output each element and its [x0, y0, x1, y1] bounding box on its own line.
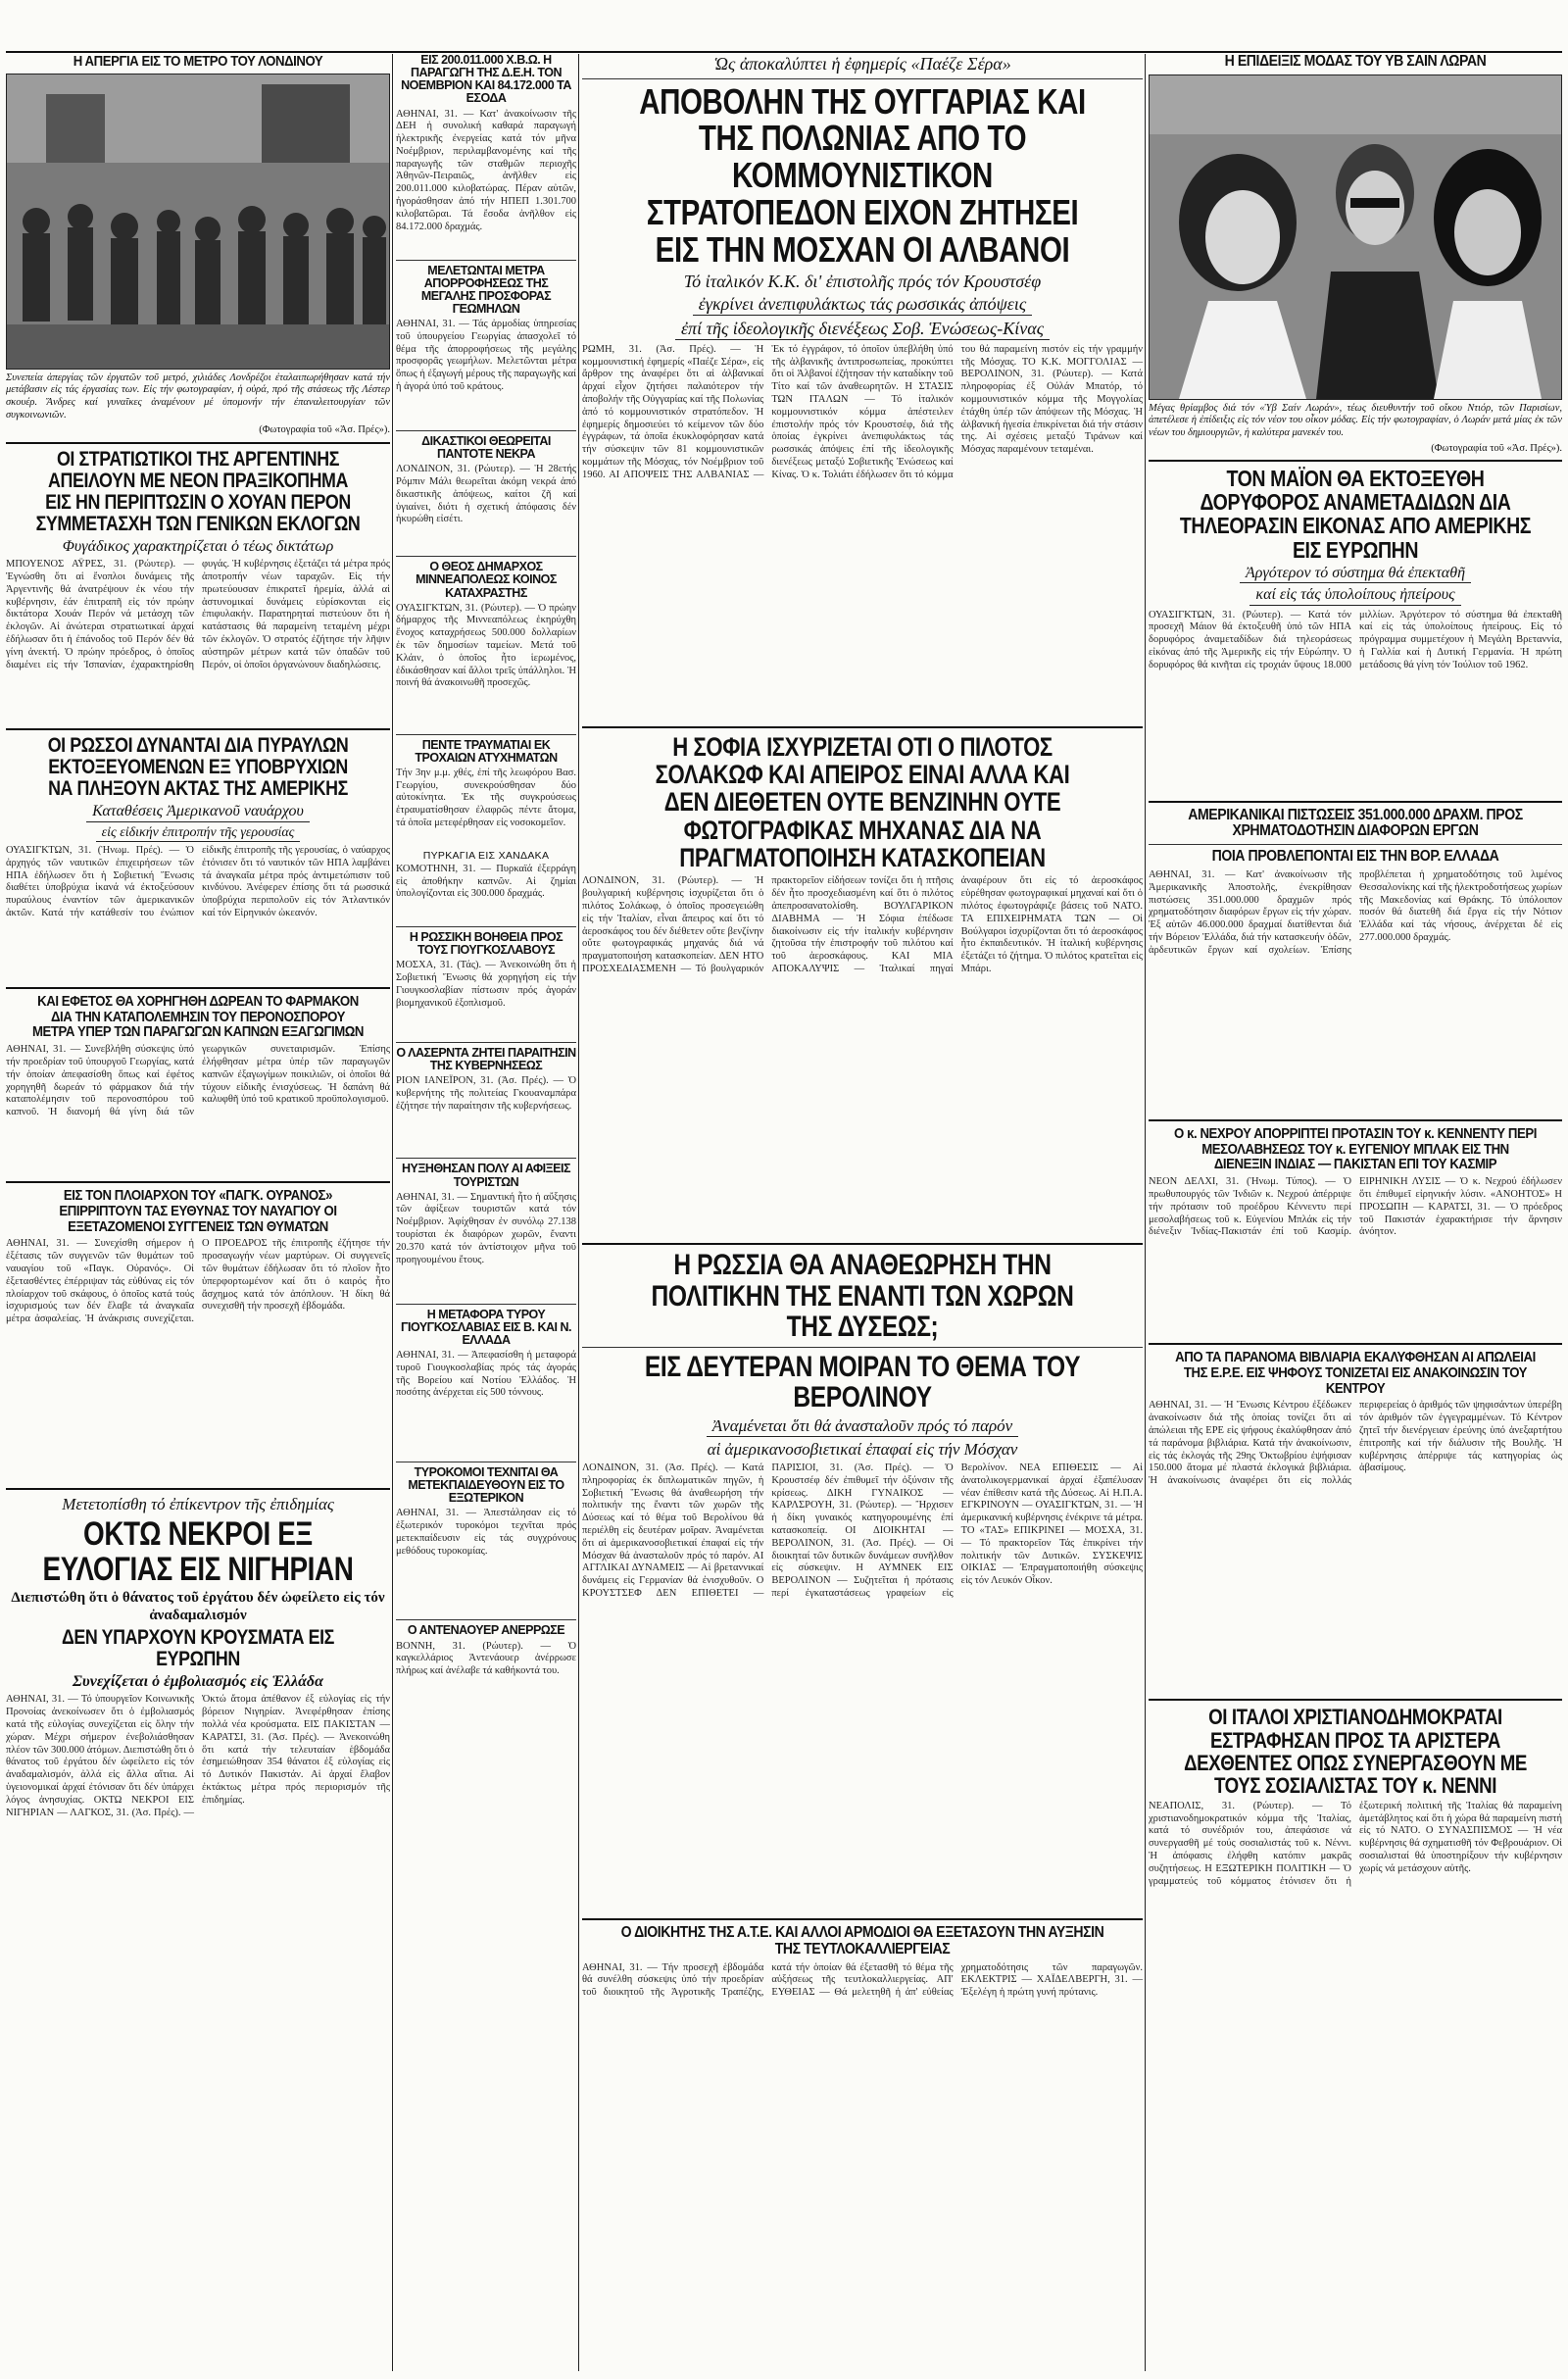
photo-london-queue: [6, 74, 390, 370]
crowd-photo-image: [7, 74, 390, 369]
article-body-cheesemakers: ΑΘΗΝΑΙ, 31. — Ἀπεστάλησαν εἰς τό ἐξωτερικόν τυροκόμοι τεχνῖται πρός μετεκπαίδευσιν εἰς τάς συγχρόνους μεθόδους τυροκομίας.: [396, 1508, 576, 1557]
headline-russian-missiles: ΟΙ ΡΩΣΣΟΙ ΔΥΝΑΝΤΑΙ ΔΙΑ ΠΥΡΑΥΛΩΝ ΕΚΤΟΞΕΥΟΜΕΝΩΝ ΕΞ ΥΠΟΒΡΥΧΙΩΝ ΝΑ ΠΛΗΞΟΥΝ ΑΚΤΑΣ ΤΗΣ ΑΜΕΡΙΚΗΣ: [47, 734, 349, 801]
article-body-missiles: ΟΥΑΣΙΓΚΤΩΝ, 31. (Ἡνωμ. Πρές). — Ὁ ἀρχηγός τῶν ναυτικῶν ἐπιχειρήσεων τῶν ΗΠΑ ἐδήλωσεν ὅτι ἡ Σοβιετική Ἕνωσις διαθέτει ὑποβρύχια ἱκανά νά ἐκτοξεύσουν πυραύλους ἐναντίον τῶν ἀμερικανικῶν ἀκτῶν. Κατά τήν κατάθεσίν του ἐνώπιον εἰδικῆς ἐπιτροπῆς τῆς γερουσίας, ὁ ναύαρχος ἐτόνισεν ὅτι τό ναυτικόν τῶν ΗΠΑ λαμβάνει τά ἀναγκαῖα μέτρα πρός ἀντιμετώπισιν τοῦ κινδύνου. Ἀνέφερεν ἐπίσης ὅτι τά ρωσσικά ὑποβρύχια περιπολοῦν εἰς τόν Ἀτλαντικόν καί τόν Εἰρηνικόν ὠκεανόν.: [6, 844, 390, 918]
kicker-smallpox: Μετετοπίσθη τό ἐπίκεντρον τῆς ἐπιδημίας: [62, 1495, 334, 1514]
column-3: [582, 54, 1143, 2371]
article-body-russian-aid: ΜΟΣΧΑ, 31. (Τάς). — Ἀνεκοινώθη ὅτι ἡ Σοβιετική Ἕνωσις θά χορηγήση εἰς τήν Γιουγκοσλαβίαν πίστωσιν πρός ἀγοράν βιομηχανικοῦ ἐξοπλισμοῦ.: [396, 960, 576, 1009]
article-body-dei: ΑΘΗΝΑΙ, 31. — Κατ' ἀνακοίνωσιν τῆς ΔΕΗ ἡ συνολική καθαρά παραγωγή ἠλεκτρικῆς ἐνεργείας κατά τόν μῆνα Νοέμβριον, περιλαμβανομένης καί τῆς παραγωγῆς τῶν σταθμῶν περιοχῆς Ἀθηνῶν-Πειραιῶς, ἀνῆλθεν εἰς 200.011.000 κιλοβατώρας. Πέραν αὐτῶν, ἠγοράσθησαν ἀπό τήν ΗΠΕΠ 1.301.700 κιλοβατῶραι. Τά ἔσοδα ἀνῆλθον εἰς 84.172.000 δραχμάς.: [396, 108, 576, 232]
headline-cheesemakers: ΤΥΡΟΚΟΜΟΙ ΤΕΧΝΙΤΑΙ ΘΑ ΜΕΤΕΚΠΑΙΔΕΥΘΟΥΝ ΕΙΣ ΤΟ ΕΞΩΤΕΡΙΚΟΝ: [408, 1465, 564, 1506]
headline-albanians: ΑΠΟΒΟΛΗΝ ΤΗΣ ΟΥΓΓΑΡΙΑΣ ΚΑΙ ΤΗΣ ΠΟΛΩΝΙΑΣ ΑΠΟ ΤΟ ΚΟΜΜΟΥΝΙΣΤΙΚΟΝ ΣΤΡΑΤΟΠΕΔΟΝ ΕΙΧΟΝ ΖΗΤΗΣΕΙ ΕΙΣ ΤΗΝ ΜΟΣΧΑΝ ΟΙ ΑΛΒΑΝΟΙ: [639, 80, 1086, 270]
headline-russian-aid: Η ΡΩΣΣΙΚΗ ΒΟΗΘΕΙΑ ΠΡΟΣ ΤΟΥΣ ΓΙΟΥΓΚΟΣΛΑΒΟΥΣ: [409, 929, 564, 957]
article-body-potatoes: ΑΘΗΝΑΙ, 31. — Τάς ἀρμοδίας ὑπηρεσίας τοῦ ὑπουργείου Γεωργίας ἀπασχολεῖ τό θέμα τῆς ἀπορροφήσεως τῆς μεγάλης προσφορᾶς γεωμήλων. Μελετῶνται μέτρα ὅπως ἡ ἐξαγωγή μέρους τῆς παραγωγῆς καί ἡ ἀγορά ὑπό τοῦ κράτους.: [396, 319, 576, 392]
headline-italian-christian-democrats: ΟΙ ΙΤΑΛΟΙ ΧΡΙΣΤΙΑΝΟΔΗΜΟΚΡΑΤΑΙ ΕΣΤΡΑΦΗΣΑΝ ΠΡΟΣ ΤΑ ΑΡΙΣΤΕΡΑ ΔΕΧΘΕΝΤΕΣ ΟΠΩΣ ΣΥΝΕΡΓΑΣΘΟΥΝ ΜΕ ΤΟΥΣ ΣΟΣΙΑΛΙΣΤΑΣ ΤΟΥ κ. ΝΕΝΝΙ: [1184, 1705, 1527, 1798]
headline-solakov: Η ΣΟΦΙΑ ΙΣΧΥΡΙΖΕΤΑΙ ΟΤΙ Ο ΠΙΛΟΤΟΣ ΣΟΛΑΚΩΦ ΚΑΙ ΑΠΕΙΡΟΣ ΕΙΝΑΙ ΑΛΛΑ ΚΑΙ ΔΕΝ ΔΙΕΘΕΤΕΝ ΟΥΤΕ ΒΕΝΖΙΝΗΝ ΟΥΤΕ ΦΩΤΟΓΡΑΦΙΚΑΣ ΜΗΧΑΝΑΣ ΔΙΑ ΝΑ ΠΡΑΓΜΑΤΟΠΟΙΗΣΗ ΚΑΤΑΣΚΟΠΕΙΑΝ: [655, 731, 1070, 873]
headline-ouranos: ΕΙΣ ΤΟΝ ΠΛΟΙΑΡΧΟΝ ΤΟΥ «ΠΑΓΚ. ΟΥΡΑΝΟΣ» ΕΠΙΡΡΙΠΤΟΥΝ ΤΑΣ ΕΥΘΥΝΑΣ ΤΟΥ ΝΑΥΑΓΙΟΥ ΟΙ ΕΞΕΤΑΖΟΜΕΝΟΙ ΣΥΓΓΕΝΕΙΣ ΤΩΝ ΘΥΜΑΤΩΝ: [59, 1187, 337, 1235]
article-body-smallpox: ΑΘΗΝΑΙ, 31. — Τό ὑπουργεῖον Κοινωνικῆς Προνοίας ἀνεκοίνωσεν ὅτι ὁ ἐμβολιασμός κατά τῆς εὐλογίας συνεχίζεται εἰς ὅλην τήν χώραν. Μέχρι σήμερον ἐνεβολιάσθησαν πλέον τῶν 300.000 ἀτόμων. Διεπιστώθη ὅτι ὁ θάνατος τοῦ ἐργάτου δέν ὠφείλετο εἰς τόν ἀναδαμαλισμόν, ἀλλά εἰς ἄλλα αἴτια. Αἱ ὑγειονομικαί ἀρχαί ἐτόνισαν ὅτι δέν ὑπάρχει λόγος ἀνησυχίας. ΟΚΤΩ ΝΕΚΡΟΙ ΕΙΣ ΝΙΓΗΡΙΑΝ — ΛΑΓΚΟΣ, 31. (Ἀσ. Πρές). — Ὀκτώ ἄτομα ἀπέθανον ἐξ εὐλογίας εἰς τήν βόρειον Νιγηρίαν. Ἀνεφέρθησαν ἐπίσης πολλά νέα κρούσματα. ΕΙΣ ΠΑΚΙΣΤΑΝ — ΚΑΡΑΤΣΙ, 31. (Ἀσ. Πρές). — Ἀνεκοινώθη ὅτι κατά τήν τελευταίαν ἑβδομάδα ἐσημειώθησαν 354 θάνατοι ἐξ εὐλογίας εἰς τό Δυτικόν Πακιστάν. Αἱ ἀρχαί ἔλαβον ἐκτάκτως μέτρα πρός περιορισμόν τῆς ἐπιδημίας.: [6, 1694, 390, 1818]
article-body-solakov: ΛΟΝΔΙΝΟΝ, 31. (Ρώυτερ). — Ἡ βουλγαρική κυβέρνησις ἰσχυρίζεται ὅτι ὁ πιλότος Σολάκωφ, ὁ ὁποῖος προσεγειώθη εἰς τήν Ἰταλίαν, εἶναι ἄπειρος καί ὅτι τό ἀεροσκάφος του δέν διέθετεν οὔτε βενζίνην οὔτε φωτογραφικάς μηχανάς διά νά πραγματοποιήση κατασκοπείαν. ΔΕΝ ΗΤΟ ΠΡΟΣΧΕΔΙΑΣΜΕΝΗ — Τό βουλγαρικόν πρακτορεῖον εἰδήσεων τονίζει ὅτι ἡ πτῆσις δέν ἦτο προσχεδιασμένη καί ὅτι ὁ πιλότος ἀπεπροσανατολίσθη. ΒΟΥΛΓΑΡΙΚΟΝ ΔΙΑΒΗΜΑ — Ἡ Σόφια ἐπέδωσε διακοίνωσιν εἰς τήν ἰταλικήν κυβέρνησιν ζητοῦσα τήν ἐπιστροφήν τοῦ πιλότου καί τοῦ ἀεροσκάφους. ΚΑΙ ΜΙΑ ΑΠΟΚΑΛΥΨΙΣ — Ἰταλικαί πηγαί ἀναφέρουν ὅτι εἰς τό ἀεροσκάφος εὑρέθησαν φωτογραφικαί μηχαναί καί ὅτι ὁ πιλότος ἐφωτογράφιζε βάσεις τοῦ ΝΑΤΟ. ΤΑ ΕΠΙΧΕΙΡΗΜΑΤΑ ΤΩΝ — Οἱ Βούλγαροι ἰσχυρίζονται ὅτι τό ἀεροσκάφος ἦτο ἐκπαιδευτικόν. Ἡ ἰταλική κυβέρνησις ἐξετάζει τό ζήτημα. Ὁ πιλότος κρατεῖται εἰς Μπάρι.: [582, 875, 1143, 975]
article-body-nenni: ΝΕΑΠΟΛΙΣ, 31. (Ρώυτερ). — Τό χριστιανοδημοκρατικόν κόμμα τῆς Ἰταλίας, κατά τό συνέδριόν του, ἀπεφάσισε νά συνεργασθῆ μέ τούς σοσιαλιστάς τοῦ κ. Νέννι. Ἡ ἀπόφασις ἐλήφθη κατόπιν μακρᾶς συζητήσεως. Η ΕΞΩΤΕΡΙΚΗ ΠΟΛΙΤΙΚΗ — Ὁ γραμματεύς τοῦ κόμματος ἐτόνισεν ὅτι ἡ ἐξωτερική πολιτική τῆς Ἰταλίας θά παραμείνη ἀμετάβλητος καί ὅτι ἡ χώρα θά παραμείνη πιστή εἰς τό ΝΑΤΟ. Ο ΣΥΝΑΣΠΙΣΜΟΣ — Ἡ νέα κυβέρνησις θά σχηματισθῆ τόν Φεβρουάριον. Οἱ σοσιαλισταί θά ὑποστηρίξουν τήν κυβέρνησιν χωρίς νά μετάσχουν αὐτῆς.: [1149, 1800, 1562, 1887]
subhead-expand: Ἀργότερον τό σύστημα θά ἐπεκταθῆ: [1149, 565, 1562, 583]
headline-cheese-transport: Η ΜΕΤΑΦΟΡΑ ΤΥΡΟΥ ΓΙΟΥΓΚΟΣΛΑΒΙΑΣ ΕΙΣ Β. ΚΑΙ Ν. ΕΛΛΑΔΑ: [400, 1307, 571, 1347]
article-body-albanians: ΡΩΜΗ, 31. (Ἀσ. Πρές). — Ἡ κομμουνιστική ἐφημερίς «Παέζε Σέρα», εἰς ἄρθρον της ἀναφέρει ὅτι αἱ ἀλβανικαί ἀρχαί εἶχον ζητήσει παλαιότερον τήν ἀποβολήν τῆς Οὐγγαρίας καί τῆς Πολωνίας ἀπό τό κομμουνιστικόν στρατόπεδον. Ἡ ἐφημερίς δημοσιεύει τό κείμενον τῶν δύο ἐγγράφων, τά ὁποῖα ἐκυκλοφόρησαν κατά τήν σύσκεψιν τῶν 81 κομμουνιστικῶν κομμάτων τῆς Μόσχας, τόν Νοέμβριον τοῦ 1960. ΑΙ ΑΠΟΨΕΙΣ ΤΗΣ ΑΛΒΑΝΙΑΣ — Ἐκ τό ἐγγράφον, τό ὁποῖον ὑπεβλήθη ὑπό τῆς ἀλβανικῆς ἀντιπροσωπείας, προκύπτει ὅτι οἱ Ἀλβανοί ἐζήτησαν τήν καταδίκην τοῦ Τίτο καί τῶν ἀναθεωρητῶν. Η ΣΤΑΣΙΣ ΤΩΝ ΙΤΑΛΩΝ — Τό ἰταλικόν κομμουνιστικόν κόμμα ἀπέστειλεν ἐπιστολήν πρός τόν Κρουστσέφ, διά τῆς ὁποίας ἐγκρίνει ἀνεπιφυλάκτως τάς ρωσσικάς ἀπόψεις ἐπί τῆς ἰδεολογικῆς διενέξεως μεταξύ Σοβιετικῆς Ἑνώσεως καί Κίνας. Ὁ κ. Τολιάτι ἐδήλωσεν ὅτι τό κόμμα του θά παραμείνη πιστόν εἰς τήν γραμμήν τῆς Μόσχας. ΤΟ Κ.Κ. ΜΟΓΓΟΛΙΑΣ — ΒΕΡΟΛΙΝΟΝ, 31. (Ρώυτερ). — Κατά πληροφορίας ἐξ Οὐλάν Μπατόρ, τό κομμουνιστικόν κόμμα τῆς Μογγολίας ἐτάχθη ὑπέρ τῶν ἀπόψεων τῆς Μόσχας. Ἡ ἀλβανική ἡγεσία ἐπικρίνεται διά τήν στάσιν της. Αἱ σχέσεις μεταξύ Τιράνων καί Μόσχας παραμένουν τεταμέναι.: [582, 343, 1143, 480]
photo-caption: Μέγας θρίαμβος διά τόν «Ὑβ Σαίν Λωράν», τέως διευθυντήν τοῦ οἴκου Ντιόρ, τῶν Παρισίων, ἀπετέλεσε ἡ ἐπίδειξις εἰς τόν νέον του οἶκον μόδας. Εἰς τήν φωτογραφίαν, ὁ Λωράν μετά μίας ἐκ τῶν νέων του δημιουργιῶν, ἡ καλύτερα μανεκέν του.: [1149, 402, 1562, 438]
article-body-satellite: ΟΥΑΣΙΓΚΤΩΝ, 31. (Ρώυτερ). — Κατά τόν προσεχῆ Μάιον θά ἐκτοξευθῆ ὑπό τῶν ΗΠΑ δορυφόρος ἀναμεταδίδων διά τηλεοράσεως εἰκόνας ἀπό τῆς Ἀμερικῆς εἰς τήν Εὐρώπην. Ὁ δορυφόρος θά κινῆται εἰς τροχιάν ὕψους 18.000 μιλλίων. Ἀργότερον τό σύστημα θά ἐπεκταθῆ καί εἰς τάς ὑπολοίπους ἠπείρους. Εἰς τό πρόγραμμα συμμετέχουν ἡ Μεγάλη Βρεταννία, ἡ Γαλλία καί ἡ Δυτική Γερμανία. Ἡ πρώτη μετάδοσις θά γίνη τόν Ἰούλιον τοῦ 1962.: [1149, 609, 1562, 670]
subhead-vaccination: Συνεχίζεται ὁ ἐμβολιασμός εἰς Ἑλλάδα: [73, 1672, 323, 1690]
headline-traffic-injured: ΠΕΝΤΕ ΤΡΑΥΜΑΤΙΑΙ ΕΚ ΤΡΟΧΑΙΩΝ ΑΤΥΧΗΜΑΤΩΝ: [415, 737, 558, 765]
headline-nigeria-smallpox: ΟΚΤΩ ΝΕΚΡΟΙ ΕΞ ΕΥΛΟΓΙΑΣ ΕΙΣ ΝΙΓΗΡΙΑΝ: [42, 1514, 354, 1588]
headline-argentina: ΟΙ ΣΤΡΑΤΙΩΤΙΚΟΙ ΤΗΣ ΑΡΓΕΝΤΙΝΗΣ ΑΠΕΙΛΟΥΝ ΜΕ ΝΕΟΝ ΠΡΑΞΙΚΟΠΗΜΑ ΕΙΣ ΗΝ ΠΕΡΙΠΤΩΣΙΝ Ο ΧΟΥΑΝ ΠΕΡΟΝ ΣΥΜΜΕΤΑΣΧΗ ΤΩΝ ΓΕΝΙΚΩΝ ΕΚΛΟΓΩΝ: [35, 447, 361, 535]
subhead-italian-cp: Τό ἰταλικόν Κ.Κ. δι' ἐπιστολῆς πρός τόν Κρουστσέφ: [683, 271, 1042, 291]
article-body-ouranos: ΑΘΗΝΑΙ, 31. — Συνεχίσθη σήμερον ἡ ἐξέτασις τῶν συγγενῶν τῶν θυμάτων τοῦ ναυαγίου τοῦ «Παγκ. Οὐρανός». Οἱ ἐξετασθέντες ἐπέρριψαν τάς εὐθύνας εἰς τόν πλοίαρχον τοῦ σκάφους, ὁ ὁποῖος κατά τούς ἰσχυρισμούς των δέν ἔλαβε τά ἀναγκαῖα μέτρα ἀσφαλείας. Ἡ ἀνάκρισις συνεχίζεται. Ο ΠΡΟΕΔΡΟΣ τῆς ἐπιτροπῆς ἐζήτησε τήν προσαγωγήν νέων μαρτύρων. Οἱ συγγενεῖς τῶν θυμάτων ἐδήλωσαν ὅτι τό πλοῖον ἦτο ὑπερφορτωμένον καί ὅτι ὁ καιρός ἦτο ἄσχημος κατά τόν ἀπόπλουν. Ἡ δίκη θά συνεχισθῆ τήν προσεχῆ ἑβδομάδα.: [6, 1238, 390, 1325]
article-body-tourists: ΑΘΗΝΑΙ, 31. — Σημαντική ἦτο ἡ αὔξησις τῶν ἀφίξεων τουριστῶν κατά τόν Νοέμβριον. Ἀφίχθησαν ἐν συνόλῳ 27.138 τουρίσται ἐκ διαφόρων χωρῶν, ἔναντι 20.370 κατά τόν ἀντίστοιχον μῆνα τοῦ προηγουμένου ἔτους.: [396, 1191, 576, 1265]
photo-credit: (Φωτογραφία τοῦ «Ἀσ. Πρές»).: [259, 424, 390, 436]
article-body-ere: ΑΘΗΝΑΙ, 31. — Ἡ Ἕνωσις Κέντρου ἐξέδωκεν ἀνακοίνωσιν διά τῆς ὁποίας τονίζει ὅτι αἱ ἀπώλειαι τῆς ΕΡΕ εἰς ψήφους ἐκαλύφθησαν ἀπό τά παράνομα βιβλιάρια. Κατά τήν ἀνακοίνωσιν, εἰς τάς ἐκλογάς τῆς 29ης Ὀκτωβρίου ἐψήφισαν 150.000 ἄτομα μέ πλαστά ἐκλογικά βιβλιάρια. Ἡ ἀνακοίνωσις ἀναφέρει ὅτι εἰς πολλάς περιφερείας ὁ ἀριθμός τῶν ψηφισάντων ὑπερέβη τόν ἀριθμόν τῶν ἐγγεγραμμένων. Τό Κέντρον ζητεῖ τήν διενέργειαν ἐρεύνης ὑπό ἀνεξαρτήτου ἐπιτροπῆς καί τήν διάλυσιν τῆς Βουλῆς. Ἡ κυβέρνησις ἀπέρριψε τάς κατηγορίας ὡς ἀβασίμους.: [1149, 1400, 1562, 1487]
article-body-adenauer: ΒΟΝΝΗ, 31. (Ρώυτερ). — Ὁ καγκελλάριος Ἀντενάουερ ἀνέρρωσε πλήρως καί ἀνέλαβε τά καθήκοντά του.: [396, 1640, 576, 1677]
headline-dei-production: ΕΙΣ 200.011.000 Χ.Β.Ω. Η ΠΑΡΑΓΩΓΗ ΤΗΣ Δ.Ε.Η. ΤΟΝ ΝΟΕΜΒΡΙΟΝ ΚΑΙ 84.172.000 ΤΑ ΕΣΟΔΑ: [401, 54, 571, 106]
subhead-approves: ἐγκρίνει ἀνεπιφυλάκτως τάς ρωσσικάς ἀπόψεις: [582, 294, 1143, 316]
article-body-argentina: ΜΠΟΥΕΝΟΣ ΑΫΡΕΣ, 31. (Ρώυτερ). — Ἐγνώσθη ὅτι αἱ ἔνοπλοι δυνάμεις τῆς Ἀργεντινῆς θά ἀνατρέψουν ἐκ νέου τήν κυβέρνησιν, ἐάν ἐπιτραπῆ εἰς τόν πρώην δικτάτορα Χουάν Περόν νά μετάσχη τῶν ἐκλογῶν. Αἱ ἀνώτεραι στρατιωτικαί ἀρχαί ἐδήλωσαν ὅτι ἡ ἐπάνοδος τοῦ Περόν δέν θά γίνη ἀνεκτή. Ὁ πρώην πρόεδρος, ὁ ὁποῖος διαμένει εἰς τήν Ἱσπανίαν, ἐχαρακτηρίσθη φυγάς. Ἡ κυβέρνησις ἐξετάζει τά μέτρα πρός ἀποτροπήν νέων ταραχῶν. Εἰς τήν πρωτεύουσαν ἐπικρατεῖ ἡρεμία, ἀλλά αἱ ἀστυνομικαί δυνάμεις εὑρίσκονται εἰς ἐπιφυλακήν. Παρατηρηταί πιστεύουν ὅτι ἡ κατάστασις θά παραμείνη τεταμένη μέχρι τῶν ἐκλογῶν. Ὁ στρατός ἐζήτησε τήν λῆψιν αὐστηρῶν μέτρων κατά τῶν ὀπαδῶν τοῦ Περόν, οἱ ὁποῖοι ὀργανώνουν διαδηλώσεις.: [6, 559, 390, 670]
column-1: [6, 54, 390, 2371]
headline-london-strike: Η ΑΠΕΡΓΙΑ ΕΙΣ ΤΟ ΜΕΤΡΟ ΤΟΥ ΛΟΝΔΙΝΟΥ: [73, 54, 323, 70]
headline-tourists: ΗΥΞΗΘΗΣΑΝ ΠΟΛΥ ΑΙ ΑΦΙΞΕΙΣ ΤΟΥΡΙΣΤΩΝ: [402, 1162, 570, 1189]
article-body-tobacco: ΑΘΗΝΑΙ, 31. — Συνεβλήθη σύσκεψις ὑπό τήν προεδρίαν τοῦ ὑπουργοῦ Γεωργίας, κατά τήν ὁποίαν ἀπεφασίσθη ὅπως καί ἐφέτος χορηγηθῆ δωρεάν τό φάρμακον διά τήν καταπολέμησιν τοῦ περονοσπόρου τοῦ καπνοῦ. Ἡ διανομή θά γίνη διά τῶν γεωργικῶν συνεταιρισμῶν. Ἐπίσης ἐλήφθησαν μέτρα ὑπέρ τῶν παραγωγῶν καπνῶν ἐξαγωγίμων ποικιλιῶν, οἱ ὁποῖοι θά τύχουν εἰδικῆς ἐνισχύσεως. Ἡ δαπάνη θά καλυφθῆ ὑπό τοῦ κρατικοῦ προϋπολογισμοῦ.: [6, 1044, 390, 1118]
headline-tobacco: ΚΑΙ ΕΦΕΤΟΣ ΘΑ ΧΟΡΗΓΗΘΗ ΔΩΡΕΑΝ ΤΟ ΦΑΡΜΑΚΟΝ ΔΙΑ ΤΗΝ ΚΑΤΑΠΟΛΕΜΗΣΙΝ ΤΟΥ ΠΕΡΟΝΟΣΠΟΡΟΥ ΜΕΤΡΑ ΥΠΕΡ ΤΩΝ ΠΑΡΑΓΩΓΩΝ ΚΑΠΝΩΝ ΕΞΑΓΩΓΙΜΩΝ: [31, 992, 365, 1041]
column-4: [1149, 54, 1562, 2371]
article-body-beet: ΑΘΗΝΑΙ, 31. — Τήν προσεχῆ ἑβδομάδα θά συνέλθη σύσκεψις ὑπό τήν προεδρίαν τοῦ διοικητοῦ τῆς Ἀγροτικῆς Τραπέζης, κατά τήν ὁποίαν θά ἐξετασθῆ τό θέμα τῆς αὐξήσεως τῆς τευτλοκαλλιεργείας. ΑΠ' ΕΥΘΕΙΑΣ — Θά μελετηθῆ ἡ ἀπ' εὐθείας χρηματοδότησις τῶν παραγωγῶν. ΕΚΛΕΚΤΡΙΣ — ΧΑΪΔΕΛΒΕΡΓΗ, 31. — Ἐξελέγη ἡ πρώτη γυνή πρύτανις.: [582, 1961, 1143, 1999]
headline-american-credits: ΑΜΕΡΙΚΑΝΙΚΑΙ ΠΙΣΤΩΣΕΙΣ 351.000.000 ΔΡΑΧΜ. ΠΡΟΣ ΧΡΗΜΑΤΟΔΟΤΗΣΙΝ ΔΙΑΦΟΡΩΝ ΕΡΓΩΝ: [1188, 806, 1523, 840]
column-divider: [392, 54, 393, 2371]
headline-no-cases-europe: ΔΕΝ ΥΠΑΡΧΟΥΝ ΚΡΟΥΣΜΑΤΑ ΕΙΣ ΕΥΡΩΠΗΝ: [62, 1625, 334, 1670]
headline-potatoes: ΜΕΛΕΤΩΝΤΑΙ ΜΕΤΡΑ ΑΠΟΡΡΟΦΗΣΕΩΣ ΤΗΣ ΜΕΓΑΛΗΣ ΠΡΟΣΦΟΡΑΣ ΓΕΩΜΗΛΩΝ: [420, 263, 552, 316]
minihead-fire: ΠΥΡΚΑΓΙΑ ΕΙΣ ΧΑΝΔΑΚΑ: [422, 849, 550, 862]
article-body-credits: ΑΘΗΝΑΙ, 31. — Κατ' ἀνακοίνωσιν τῆς Ἀμερικανικῆς Ἀποστολῆς, ἐνεκρίθησαν πιστώσεις 351.000.000 δραχμῶν πρός χρηματοδότησιν διαφόρων ἔργων εἰς τήν χώραν. Ἐξ αὐτῶν 46.000.000 δραχμαί διατίθενται διά τήν Βόρειον Ἑλλάδα, διά τήν κατασκευήν ὁδῶν, ἀρδευτικῶν ἔργων καί σχολείων. Ἐπίσης προβλέπεται ἡ χρηματοδότησις τοῦ λιμένος Θεσσαλονίκης καί τῆς ἠλεκτροδοτήσεως χωρίων τῆς Μακεδονίας καί Θράκης. Τό ὑπόλοιπον ποσόν θά διατεθῆ διά ἔργα εἰς τήν Νότιον Ἑλλάδα καί τάς νήσους, ἀνέρχεται δέ εἰς 277.000.000 δραχμάς.: [1149, 868, 1562, 956]
subhead-continents: καί εἰς τάς ὑπολοίπους ἠπείρους: [1149, 586, 1562, 605]
photo-caption: Συνεπεία ἀπεργίας τῶν ἐργατῶν τοῦ μετρό, χιλιάδες Λονδρέζοι ἐταλαιπωρήθησαν κατά τήν μετάβασιν εἰς τάς ἐργασίας των. Εἰς τήν φωτογραφίαν, ἡ οὐρά, πρό τῆς στάσεως τῆς Λέστερ σκουέρ. Ἄνδρες καί γυναῖκες ἀναμένουν μέ ὑπομονήν τήν ἐπαναλειτουργίαν τῶν συγκοινωνιῶν.: [6, 372, 390, 421]
headline-nehru: Ο κ. ΝΕΧΡΟΥ ΑΠΟΡΡΙΠΤΕΙ ΠΡΟΤΑΣΙΝ ΤΟΥ κ. ΚΕΝΝΕΝΤΥ ΠΕΡΙ ΜΕΣΟΛΑΒΗΣΕΩΣ ΤΟΥ κ. ΕΥΓΕΝΙΟΥ ΜΠΛΑΚ ΕΙΣ ΤΗΝ ΔΙΕΝΕΞΙΝ ΙΝΔΙΑΣ — ΠΑΚΙΣΤΑΝ ΕΠΙ ΤΟΥ ΚΑΣΜΙΡ: [1174, 1124, 1537, 1173]
subhead-argentina: Φυγάδικος χαρακτηρίζεται ὁ τέως δικτάτωρ: [62, 537, 334, 555]
article-body-judicial: ΛΟΝΔΙΝΟΝ, 31. (Ρώυτερ). — Ἡ 28ετής Ρόμπιν Μάλι θεωρεῖται ἀκόμη νεκρά ἀπό δικαστικῆς ἀπόψεως, καίτοι ζῆ καί ὑγιαίνει, διότι ἡ σχετική ἀπόφασις δέν ἠκυρώθη εἰσέτι.: [396, 464, 576, 525]
headline-saint-laurent: Η ΕΠΙΔΕΙΞΙΣ ΜΟΔΑΣ ΤΟΥ ΥΒ ΣΑΙΝ ΛΩΡΑΝ: [1224, 54, 1487, 70]
article-body-lacerda: ΡΙΟΝ ΙΑΝΕΪΡΟΝ, 31. (Ἀσ. Πρές). — Ὁ κυβερνήτης τῆς πολιτείας Γκουαναμπάρα ἐζήτησε τήν παραίτησιν τῆς κυβερνήσεως.: [396, 1075, 576, 1112]
column-divider: [578, 54, 579, 2371]
column-divider: [1145, 54, 1146, 2371]
fashion-photo-image: [1150, 75, 1562, 399]
headline-adenauer: Ο ΑΝΤΕΝΑΟΥΕΡ ΑΝΕΡΡΩΣΕ: [407, 1623, 565, 1638]
photo-fashion-show: [1149, 74, 1562, 400]
article-body-berlin: ΛΟΝΔΙΝΟΝ, 31. (Ἀσ. Πρές). — Κατά πληροφορίας ἐκ διπλωματικῶν πηγῶν, ἡ Σοβιετική Ἕνωσις θά ἀναθεωρήση τήν πολιτικήν της ἔναντι τῶν χωρῶν τῆς Δύσεως καί τό θέμα τοῦ Βερολίνου θά περιέλθη εἰς δευτέραν μοῖραν. Ἀναμένεται ὅτι αἱ ἀμερικανοσοβιετικαί ἐπαφαί εἰς τήν Μόσχαν θά ἀνασταλοῦν πρός τό παρόν. ΑΙ ΑΓΓΛΙΚΑΙ ΔΥΝΑΜΕΙΣ — Αἱ βρεταννικαί δυνάμεις εἰς Γερμανίαν θά ἐνισχυθοῦν. Ο ΚΡΟΥΣΤΣΕΦ ΔΕΝ ΕΠΙΘΕΤΕΙ — ΠΑΡΙΣΙΟΙ, 31. (Ἀσ. Πρές). — Ὁ Κρουστσέφ δέν ἐπιθυμεῖ τήν ὀξύνσιν τῆς κρίσεως. ΔΙΚΗ ΓΥΝΑΙΚΟΣ — ΚΑΡΛΣΡΟΥΗ, 31. (Ρώυτερ). — Ἤρχισεν ἡ δίκη γυναικός κατηγορουμένης ἐπί κατασκοπείᾳ. ΟΙ ΔΙΟΙΚΗΤΑΙ — ΒΕΡΟΛΙΝΟΝ, 31. (Ἀσ. Πρές). — Οἱ διοικηταί τῶν δυτικῶν δυνάμεων συνῆλθον εἰς σύσκεψιν. Η ΑΥΜΝΕΚ ΕΙΣ ΒΕΡΟΛΙΝΟΝ — Συζητεῖται ἡ πρότασις περί ἐγκαταστάσεως γραφείων εἰς Βερολίνον. ΝΕΑ ΕΠΙΘΕΣΙΣ — Αἱ ἀνατολικογερμανικαί ἀρχαί ἐξαπέλυσαν νέαν ἐπίθεσιν κατά τῆς Δύσεως. Αἱ Η.Π.Α. ΕΓΚΡΙΝΟΥΝ — ΟΥΑΣΙΓΚΤΩΝ, 31. — Ἡ ἀμερικανική κυβέρνησις ἐνέκρινε τά μέτρα. ΤΟ «ΤΑΣ» ΕΠΙΚΡΙΝΕΙ — ΜΟΣΧΑ, 31. — Τό πρακτορεῖον Τάς ἐπικρίνει τήν πολιτικήν τῶν Δυτικῶν. ΣΥΣΚΕΨΙΣ ΟΙΚΙΑΣ — Ἐπραγματοποιήθη σύσκεψις εἰς τόν Λευκόν Οἶκον.: [582, 1462, 1143, 1600]
article-body-fire: ΚΟΜΟΤΗΝΗ, 31. — Πυρκαϊά ἐξερράγη εἰς ἀποθήκην καπνῶν. Αἱ ζημίαι ὑπολογίζονται εἰς 300.000 δραχμάς.: [396, 863, 576, 900]
subhead-contacts: αἱ ἀμερικανοσοβιετικαί ἐπαφαί εἰς τήν Μόσχαν: [707, 1439, 1018, 1459]
article-body-cheese: ΑΘΗΝΑΙ, 31. — Ἀπεφασίσθη ἡ μεταφορά τυροῦ Γιουγκοσλαβίας πρός τάς ἀγοράς τῆς Βορείου καί Νοτίου Ἑλλάδος. Ἡ ποσότης ἀνέρχεται εἰς 500 τόννους.: [396, 1350, 576, 1399]
headline-lacerda: Ο ΛΑΣΕΡΝΤΑ ΖΗΤΕΙ ΠΑΡΑΙΤΗΣΙΝ ΤΗΣ ΚΥΒΕΡΝΗΣΕΩΣ: [396, 1046, 576, 1073]
article-body-traffic: Τήν 3ην μ.μ. χθές, ἐπί τῆς λεωφόρου Βασ. Γεωργίου, συνεκρούσθησαν δύο αὐτοκίνητα. Ἐκ τῆς συγκρούσεως ἐτραυματίσθησαν ἐλαφρῶς πέντε ἄτομα, τά ὁποῖα μετεφέρθησαν εἰς νοσοκομεῖον.: [396, 767, 576, 829]
headline-north-greece: ΠΟΙΑ ΠΡΟΒΛΕΠΟΝΤΑΙ ΕΙΣ ΤΗΝ ΒΟΡ. ΕΛΛΑΔΑ: [1211, 848, 1499, 866]
headline-minneapolis-mayor: Ο ΘΕΟΣ ΔΗΜΑΡΧΟΣ ΜΙΝΝΕΑΠΟΛΕΩΣ ΚΟΙΝΟΣ ΚΑΤΑΧΡΑΣΤΗΣ: [416, 560, 557, 600]
headline-satellite-tv: ΤΟΝ ΜΑΪΟΝ ΘΑ ΕΚΤΟΞΕΥΘΗ ΔΟΡΥΦΟΡΟΣ ΑΝΑΜΕΤΑΔΙΔΩΝ ΔΙΑ ΤΗΛΕΟΡΑΣΙΝ ΕΙΚΟΝΑΣ ΑΠΟ ΑΜΕΡΙΚΗΣ ΕΙΣ ΕΥΡΩΠΗΝ: [1179, 466, 1532, 563]
headline-beet-cultivation: Ο ΔΙΟΙΚΗΤΗΣ ΤΗΣ Α.Τ.Ε. ΚΑΙ ΑΛΛΟΙ ΑΡΜΟΔΙΟΙ ΘΑ ΕΞΕΤΑΣΟΥΝ ΤΗΝ ΑΥΞΗΣΙΝ ΤΗΣ ΤΕΥΤΛΟΚΑΛΛΙΕΡΓΕΙΑΣ: [620, 1924, 1104, 1958]
headline-russia-policy: Η ΡΩΣΣΙΑ ΘΑ ΑΝΑΘΕΩΡΗΣΗ ΤΗΝ ΠΟΛΙΤΙΚΗΝ ΤΗΣ ΕΝΑΝΤΙ ΤΩΝ ΧΩΡΩΝ ΤΗΣ ΔΥΣΕΩΣ;: [651, 1249, 1074, 1344]
headline-dead-judicially: ΔΙΚΑΣΤΙΚΟΙ ΘΕΩΡΕΙΤΑΙ ΠΑΝΤΟΤΕ ΝΕΚΡΑ: [421, 434, 551, 462]
article-body-minneapolis: ΟΥΑΣΙΓΚΤΩΝ, 31. (Ρώυτερ). — Ὁ πρώην δήμαρχος τῆς Μιννεαπόλεως ἐκηρύχθη ἔνοχος καταχρήσεως 500.000 δολλαρίων ἐκ τῶν δημοσίων ταμείων. Μετά τοῦ Κλάιν, ὁ ὁποῖος ἦτο ἱερωμένος, ἐδικάσθησαν καί ἄλλοι τρεῖς ὑπάλληλοι. Ἡ ποινή θά ἀνακοινωθῆ προσεχῶς.: [396, 602, 576, 689]
subhead-worker: Διεπιστώθη ὅτι ὁ θάνατος τοῦ ἐργάτου δέν ὠφείλετο εἰς τόν ἀναδαμαλισμόν: [11, 1590, 385, 1623]
masthead-rule: [6, 51, 1562, 53]
subhead-suspended: Ἀναμένεται ὅτι θά ἀνασταλοῦν πρός τό παρόν: [582, 1416, 1143, 1437]
subhead-admiral: Καταθέσεις Ἀμερικανοῦ ναυάρχου: [6, 803, 390, 821]
photo-credit: (Φωτογραφία τοῦ «Ἀσ. Πρές»).: [1431, 442, 1562, 454]
column-2: [396, 54, 576, 2371]
subhead-senate: εἰς εἰδικήν ἐπιτροπήν τῆς γερουσίας: [6, 825, 390, 842]
headline-ere-votes: ΑΠΟ ΤΑ ΠΑΡΑΝΟΜΑ ΒΙΒΛΙΑΡΙΑ ΕΚΑΛΥΦΘΗΣΑΝ ΑΙ ΑΠΩΛΕΙΑΙ ΤΗΣ Ε.Ρ.Ε. ΕΙΣ ΨΗΦΟΥΣ ΤΟΝΙΖΕΤΑΙ ΕΙΣ ΑΝΑΚΟΙΝΩΣΙΝ ΤΟΥ ΚΕΝΤΡΟΥ: [1175, 1349, 1536, 1397]
kicker-paese-sera: Ὡς ἀποκαλύπτει ἡ ἐφημερίς «Παέζε Σέρα»: [713, 54, 1011, 74]
headline-berlin-second: ΕΙΣ ΔΕΥΤΕΡΑΝ ΜΟΙΡΑΝ ΤΟ ΘΕΜΑ ΤΟΥ ΒΕΡΟΛΙΝΟΥ: [644, 1350, 1081, 1414]
subhead-ideological: ἐπί τῆς ἰδεολογικῆς διενέξεως Σοβ. Ἑνώσεως-Κίνας: [582, 319, 1143, 340]
article-body-nehru: ΝΕΟΝ ΔΕΛΧΙ, 31. (Ἡνωμ. Τύπος). — Ὁ πρωθυπουργός τῶν Ἰνδιῶν κ. Νεχρού ἀπέρριψε τήν πρότασιν τοῦ προέδρου Κέννεντυ περί μεσολαβήσεως τοῦ κ. Εὐγενίου Μπλάκ εἰς τήν διένεξιν Ἰνδίας-Πακιστάν ἐπί τοῦ Κασμίρ. ΕΙΡΗΝΙΚΗ ΛΥΣΙΣ — Ὁ κ. Νεχρού ἐδήλωσεν ὅτι ἐπιθυμεῖ εἰρηνικήν λύσιν. «ΑΝΟΗΤΟΣ» Η ΠΡΟΣΩΠΗ — ΚΑΡΑΤΣΙ, 31. — Ὁ πρόεδρος τοῦ Πακιστάν ἐχαρακτήρισε τήν ἄρνησιν ἀνόητον.: [1149, 1176, 1562, 1238]
